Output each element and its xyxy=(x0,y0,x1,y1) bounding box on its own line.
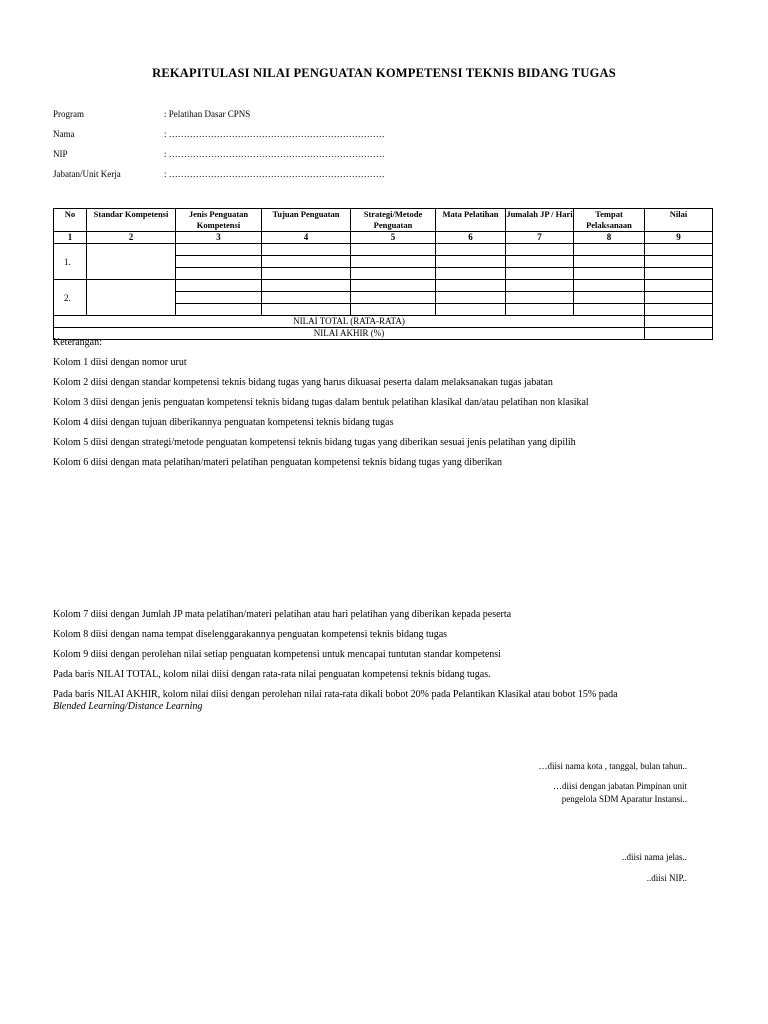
info-row-program xyxy=(53,109,385,129)
info-value: : ……………………………………………………………… xyxy=(164,149,385,159)
note-line: Kolom 9 diisi dengan perolehan nilai setiap penguatan kompetensi untuk mencapai tuntutan standar kompetensi xyxy=(53,649,501,660)
final-label: NILAI AKHIR (%) xyxy=(54,328,645,340)
header-cell: Mata Pelatihan xyxy=(436,209,506,232)
header-cell: Tempat Pelaksanaan xyxy=(574,209,645,232)
info-label: Jabatan/Unit Kerja xyxy=(53,169,121,179)
info-label: Nama xyxy=(53,129,75,139)
table-cell xyxy=(645,292,713,304)
total-row xyxy=(54,316,713,328)
table-cell xyxy=(574,244,645,256)
note-line: Kolom 2 diisi dengan standar kompetensi teknis bidang tugas yang harus dikuasai peserta dalam melaksanakan tugas jabatan xyxy=(53,377,553,388)
info-row-nip xyxy=(53,149,385,169)
table-header-row xyxy=(54,209,713,232)
info-value: : ……………………………………………………………… xyxy=(164,169,385,179)
column-number: 3 xyxy=(176,232,262,244)
table-cell xyxy=(351,268,436,280)
table-cell xyxy=(506,268,574,280)
recap-table xyxy=(53,208,713,340)
table-cell xyxy=(262,244,351,256)
table-cell xyxy=(506,280,574,292)
table-cell xyxy=(574,256,645,268)
table-cell xyxy=(645,256,713,268)
header-cell: Strategi/Metode Penguatan xyxy=(351,209,436,232)
total-value-cell xyxy=(645,316,713,328)
note-line: Pada baris NILAI TOTAL, kolom nilai diisi dengan rata-rata nilai penguatan kompetensi teknis bidang tugas. xyxy=(53,669,491,680)
table-cell xyxy=(176,280,262,292)
header-cell: Tujuan Penguatan xyxy=(262,209,351,232)
column-number: 4 xyxy=(262,232,351,244)
document-title: REKAPITULASI NILAI PENGUATAN KOMPETENSI TEKNIS BIDANG TUGAS xyxy=(152,66,616,80)
header-cell: Jumalah JP / Hari xyxy=(506,209,574,232)
table-cell xyxy=(436,304,506,316)
table-cell xyxy=(574,268,645,280)
table-cell xyxy=(574,304,645,316)
table-cell xyxy=(262,268,351,280)
table-cell xyxy=(87,244,176,280)
table-cell xyxy=(262,304,351,316)
note-line: Kolom 3 diisi dengan jenis penguatan kompetensi teknis bidang tugas dalam bentuk pelatihan klasikal dan/atau pelatihan non klasikal xyxy=(53,397,589,408)
table-cell xyxy=(645,304,713,316)
table-cell xyxy=(176,244,262,256)
note-line: Kolom 8 diisi dengan nama tempat diselenggarakannya penguatan kompetensi teknis bidang tugas xyxy=(53,629,448,640)
header-cell: Jenis Penguatan Kompetensi xyxy=(176,209,262,232)
table-cell xyxy=(262,292,351,304)
note-line: Kolom 6 diisi dengan mata pelatihan/materi pelatihan penguatan kompetensi teknis bidang tugas yang diberikan xyxy=(53,457,503,468)
info-label: Program xyxy=(53,109,84,119)
table-cell xyxy=(351,244,436,256)
signature-nip: ..diisi NIP.. xyxy=(646,873,687,883)
table-cell xyxy=(574,280,645,292)
header-cell: Standar Kompetensi xyxy=(87,209,176,232)
signature-place-date: …diisi nama kota , tanggal, bulan tahun.. xyxy=(538,761,687,771)
table-cell xyxy=(262,256,351,268)
row-number: 1. xyxy=(54,244,87,280)
total-label: NILAI TOTAL (RATA-RATA) xyxy=(54,316,645,328)
table-cell xyxy=(506,244,574,256)
table-cell xyxy=(351,304,436,316)
header-cell: No xyxy=(54,209,87,232)
signature-position-1: …diisi dengan jabatan Pimpinan unit xyxy=(553,781,687,791)
notes-continued xyxy=(53,609,713,713)
table-cell xyxy=(436,280,506,292)
table-cell xyxy=(176,292,262,304)
table-cell xyxy=(176,304,262,316)
note-line: Kolom 4 diisi dengan tujuan diberikannya penguatan kompetensi teknis bidang tugas xyxy=(53,417,394,428)
notes-section xyxy=(53,337,713,477)
column-number: 6 xyxy=(436,232,506,244)
signature-name: ..diisi nama jelas.. xyxy=(622,852,687,862)
table-cell xyxy=(436,268,506,280)
table-row xyxy=(54,244,713,256)
column-number: 1 xyxy=(54,232,87,244)
table-cell xyxy=(436,292,506,304)
table-cell xyxy=(436,256,506,268)
table-cell xyxy=(574,292,645,304)
info-row-nama xyxy=(53,129,385,149)
info-row-jabatan xyxy=(53,169,385,189)
info-label: NIP xyxy=(53,149,68,159)
table-cell xyxy=(351,256,436,268)
table-cell xyxy=(262,280,351,292)
column-number-row xyxy=(54,232,713,244)
note-line-italic: Blended Learning/Distance Learning xyxy=(53,701,203,712)
table-cell xyxy=(351,280,436,292)
table-cell xyxy=(645,268,713,280)
table-cell xyxy=(436,244,506,256)
notes-heading: Keterangan: xyxy=(53,337,102,348)
table-cell xyxy=(506,292,574,304)
info-value: : ……………………………………………………………… xyxy=(164,129,385,139)
table-cell xyxy=(506,304,574,316)
note-line: Kolom 5 diisi dengan strategi/metode penguatan kompetensi teknis bidang tugas yang diberikan sesuai jenis pelatihan yang dipilih xyxy=(53,437,576,448)
table-cell xyxy=(645,244,713,256)
column-number: 5 xyxy=(351,232,436,244)
note-line: Kolom 1 diisi dengan nomor urut xyxy=(53,357,187,368)
note-line: Kolom 7 diisi dengan Jumlah JP mata pelatihan/materi pelatihan atau hari pelatihan yang diberikan kepada peserta xyxy=(53,609,512,620)
column-number: 8 xyxy=(574,232,645,244)
row-number: 2. xyxy=(54,280,87,316)
note-line: Pada baris NILAI AKHIR, kolom nilai diisi dengan perolehan nilai rata-rata dikali bobot 20% pada Pelantikan Klasikal atau bobot 15% pada xyxy=(53,689,618,700)
table-cell xyxy=(351,292,436,304)
info-value: : Pelatihan Dasar CPNS xyxy=(164,109,251,119)
table-cell xyxy=(645,280,713,292)
header-cell: Nilai xyxy=(645,209,713,232)
signature-position-2: pengelola SDM Aparatur Instansi.. xyxy=(561,794,687,804)
identity-block xyxy=(53,109,385,189)
column-number: 2 xyxy=(87,232,176,244)
table-cell xyxy=(176,268,262,280)
column-number: 9 xyxy=(645,232,713,244)
table-cell xyxy=(87,280,176,316)
table-cell xyxy=(506,256,574,268)
table-cell xyxy=(176,256,262,268)
column-number: 7 xyxy=(506,232,574,244)
table-row xyxy=(54,280,713,292)
